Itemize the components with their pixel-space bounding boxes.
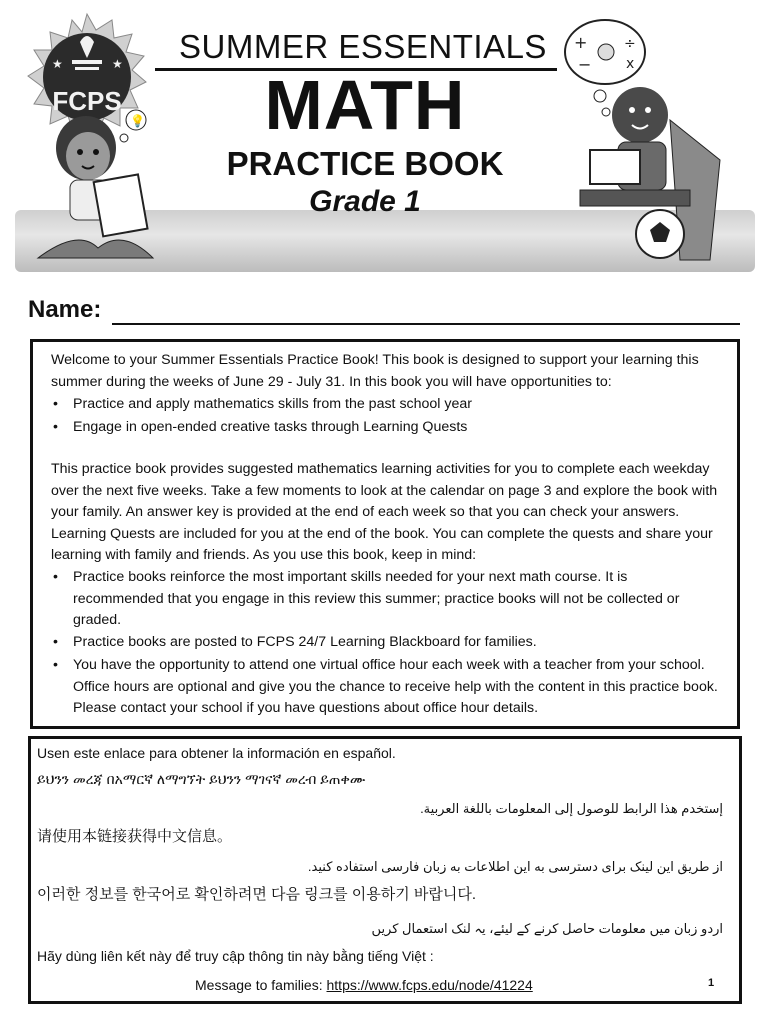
list-item: • You have the opportunity to attend one virtual office hour each week with a teacher from your school. Office hours are optional and give you the chance to receive help with the content in this practice book. Please contact your school if you have questions about office hour details. <box>53 657 718 716</box>
list-item: • Practice books are posted to FCPS 24/7 Learning Blackboard for families. <box>51 632 731 654</box>
farsi-link-text[interactable]: از طریق این لینک برای دسترسی به این اطلاعات به زبان فارسی استفاده کنید. <box>307 859 723 874</box>
boy-reading-illustration <box>560 10 760 272</box>
vietnamese-link-text[interactable]: Hãy dùng liên kết này để truy cập thông tin này bằng tiếng Việt : <box>37 948 434 964</box>
page-number: 1 <box>708 977 715 989</box>
svg-text:−: − <box>578 55 592 74</box>
welcome-info-box <box>30 339 740 729</box>
logo-text: FCPS <box>52 86 122 116</box>
svg-text:+: + <box>574 33 588 52</box>
message-url-link[interactable]: https://www.fcps.edu/node/41224 <box>326 977 533 993</box>
intro-paragraph: Welcome to your Summer Essentials Practice Book! This book is designed to support your learning this summer during the weeks of June 29 - July 31. In this book you will have opportunities to: <box>51 352 699 390</box>
bullet-icon: • <box>53 657 58 673</box>
name-label: Name: <box>28 296 102 323</box>
title-grade: Grade 1 <box>309 185 421 218</box>
chinese-link-text[interactable]: 请使用本链接获得中文信息。 <box>37 828 233 845</box>
korean-link-text[interactable]: 이러한 정보를 한국어로 확인하려면 다음 링크를 이용하기 바랍니다. <box>37 886 477 903</box>
bullet-icon: • <box>53 419 58 435</box>
title-summer-essentials: SUMMER ESSENTIALS <box>179 28 547 65</box>
bullet-icon: • <box>53 634 58 650</box>
name-input-line[interactable] <box>112 323 740 325</box>
svg-text:÷: ÷ <box>624 36 636 52</box>
amharic-link-text[interactable]: ይህንን መረጃ በአማርኛ ለማግኘት ይህንን ማገናኛ መረብ ይጠቀሙ <box>37 771 366 787</box>
list-item: • Practice and apply mathematics skills from the past school year <box>51 394 731 416</box>
language-links-box <box>28 736 742 1004</box>
title-practice-book: PRACTICE BOOK <box>226 145 504 182</box>
title-math: MATH <box>264 66 466 144</box>
girl-reading-illustration <box>28 108 168 273</box>
svg-text:💡: 💡 <box>130 114 145 128</box>
arabic-link-text[interactable]: إستخدم هذا الرابط للوصول إلى المعلومات باللغة العربية. <box>420 801 723 816</box>
bullet-icon: • <box>53 569 58 585</box>
spanish-link-text[interactable]: Usen este enlace para obtener la información en español. <box>37 745 396 761</box>
instructions-paragraph: This practice book provides suggested mathematics learning activities for you to complete each weekday over the next five weeks. Take a few moments to look at the calendar on page 3 and explore the book with your family. An answer key is provided at the end of each week so that you can check your answers. Learning Quests are included for you at the end of the book. You can complete the quests and share your learning with family and friends. As you use this book, keep in mind: <box>51 461 718 563</box>
bullet-icon: • <box>53 396 58 412</box>
logo-star: ★ <box>112 57 123 71</box>
list-item: • Engage in open-ended creative tasks through Learning Quests <box>51 417 731 439</box>
svg-text:x: x <box>626 56 635 72</box>
message-label: Message to families: <box>195 977 323 993</box>
list-item: • Practice books reinforce the most important skills needed for your next math course. It is recommended that you engage in this review this summer; practice books will not be collected or graded. <box>53 569 680 628</box>
urdu-link-text[interactable]: اردو زبان میں معلومات حاصل کرنے کے لیئے، یہ لنک استعمال کریں <box>371 921 723 936</box>
message-to-families <box>195 977 533 993</box>
logo-star: ★ <box>52 57 63 71</box>
